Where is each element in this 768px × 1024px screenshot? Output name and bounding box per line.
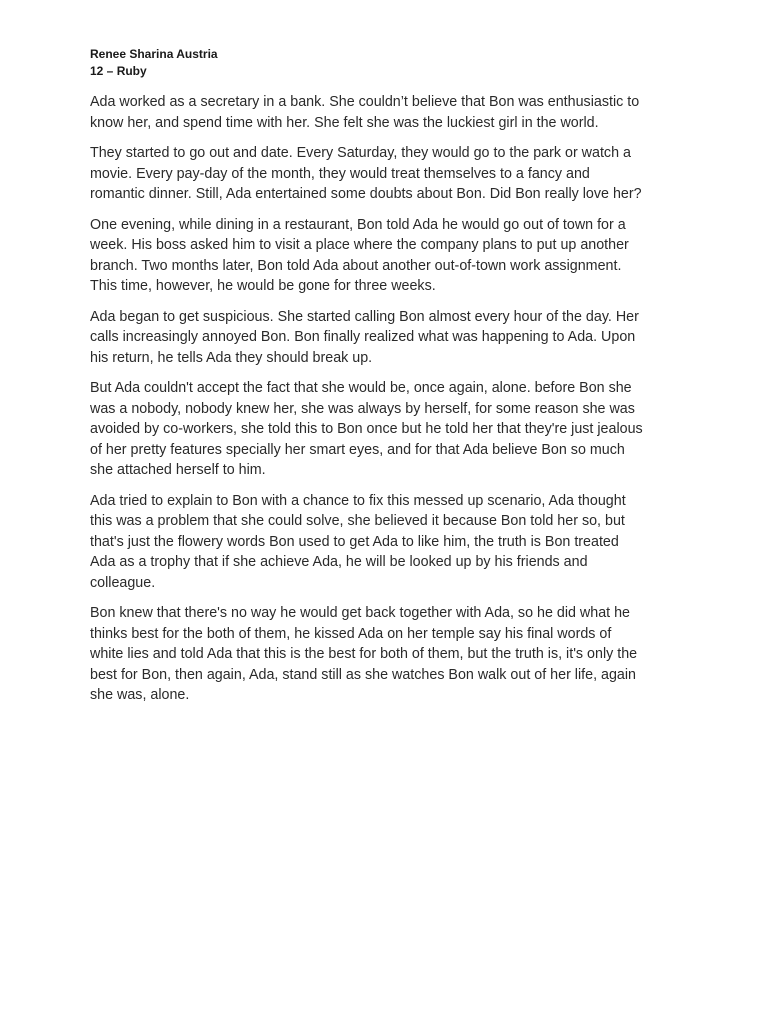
text-line: Bon knew that there's no way he would get back together with Ada, so he did what he bbox=[90, 605, 631, 621]
text-line: avoided by co-workers, she told this to Bon once but he told her that they're just jealous bbox=[90, 421, 643, 437]
paragraph-1 bbox=[90, 92, 690, 133]
text-line: movie. Every pay-day of the month, they would treat themselves to a fancy and bbox=[90, 165, 590, 182]
text-line: Ada as a trophy that if she achieve Ada, he will be looked up by his friends and bbox=[90, 554, 588, 570]
text-line: calls increasingly annoyed Bon. Bon finally realized what was happening to Ada. Upon bbox=[90, 329, 636, 345]
paragraph-7 bbox=[90, 603, 690, 706]
text-line: best for Bon, then again, Ada, stand still as she watches Bon walk out of her life, again bbox=[90, 666, 636, 683]
text-line: branch. Two months later, Bon told Ada about another out-of-town work assignment. bbox=[90, 257, 622, 274]
text-line: know her, and spend time with her. She felt she was the luckiest girl in the world. bbox=[90, 114, 599, 131]
document-header bbox=[90, 46, 218, 80]
paragraph-5 bbox=[90, 378, 690, 481]
story-body bbox=[90, 92, 690, 716]
text-line: They started to go out and date. Every Saturday, they would go to the park or watch a bbox=[90, 145, 631, 161]
paragraph-3 bbox=[90, 215, 690, 297]
text-line: week. His boss asked him to visit a place where the company plans to put up another bbox=[90, 237, 629, 253]
text-line: she was, alone. bbox=[90, 687, 190, 703]
text-line: this was a problem that she could solve, she believed it because Bon told her so, but bbox=[90, 513, 625, 529]
text-line: his return, he tells Ada they should break up. bbox=[90, 349, 373, 366]
paragraph-2 bbox=[90, 143, 690, 205]
text-line: thinks best for the both of them, he kissed Ada on her temple say his final words of bbox=[90, 625, 612, 642]
text-line: colleague. bbox=[90, 574, 156, 591]
text-line: that's just the flowery words Bon used to get Ada to like him, the truth is Bon treated bbox=[90, 533, 619, 550]
text-line: of her pretty features specially her smart eyes, and for that Ada believe Bon so much bbox=[90, 441, 625, 458]
author-name: Renee Sharina Austria bbox=[90, 47, 218, 61]
text-line: One evening, while dining in a restaurant, Bon told Ada he would go out of town for a bbox=[90, 216, 626, 233]
paragraph-6 bbox=[90, 491, 690, 594]
paragraph-4 bbox=[90, 307, 690, 369]
text-line: Ada worked as a secretary in a bank. She couldn’t believe that Bon was enthusiastic to bbox=[90, 94, 640, 110]
text-line: was a nobody, nobody knew her, she was always by herself, for some reason she was bbox=[90, 400, 635, 417]
text-line: romantic dinner. Still, Ada entertained some doubts about Bon. Did Bon really love her? bbox=[90, 186, 642, 202]
text-line: Ada tried to explain to Bon with a chance to fix this messed up scenario, Ada thought bbox=[90, 492, 626, 509]
text-line: she attached herself to him. bbox=[90, 462, 266, 478]
text-line: Ada began to get suspicious. She started calling Bon almost every hour of the day. Her bbox=[90, 308, 639, 325]
text-line: white lies and told Ada that this is the best for both of them, but the truth is, it's only the bbox=[90, 646, 638, 662]
text-line: But Ada couldn't accept the fact that she would be, once again, alone. before Bon she bbox=[90, 380, 632, 396]
class-section: 12 – Ruby bbox=[90, 64, 147, 78]
text-line: This time, however, he would be gone for three weeks. bbox=[90, 278, 436, 294]
